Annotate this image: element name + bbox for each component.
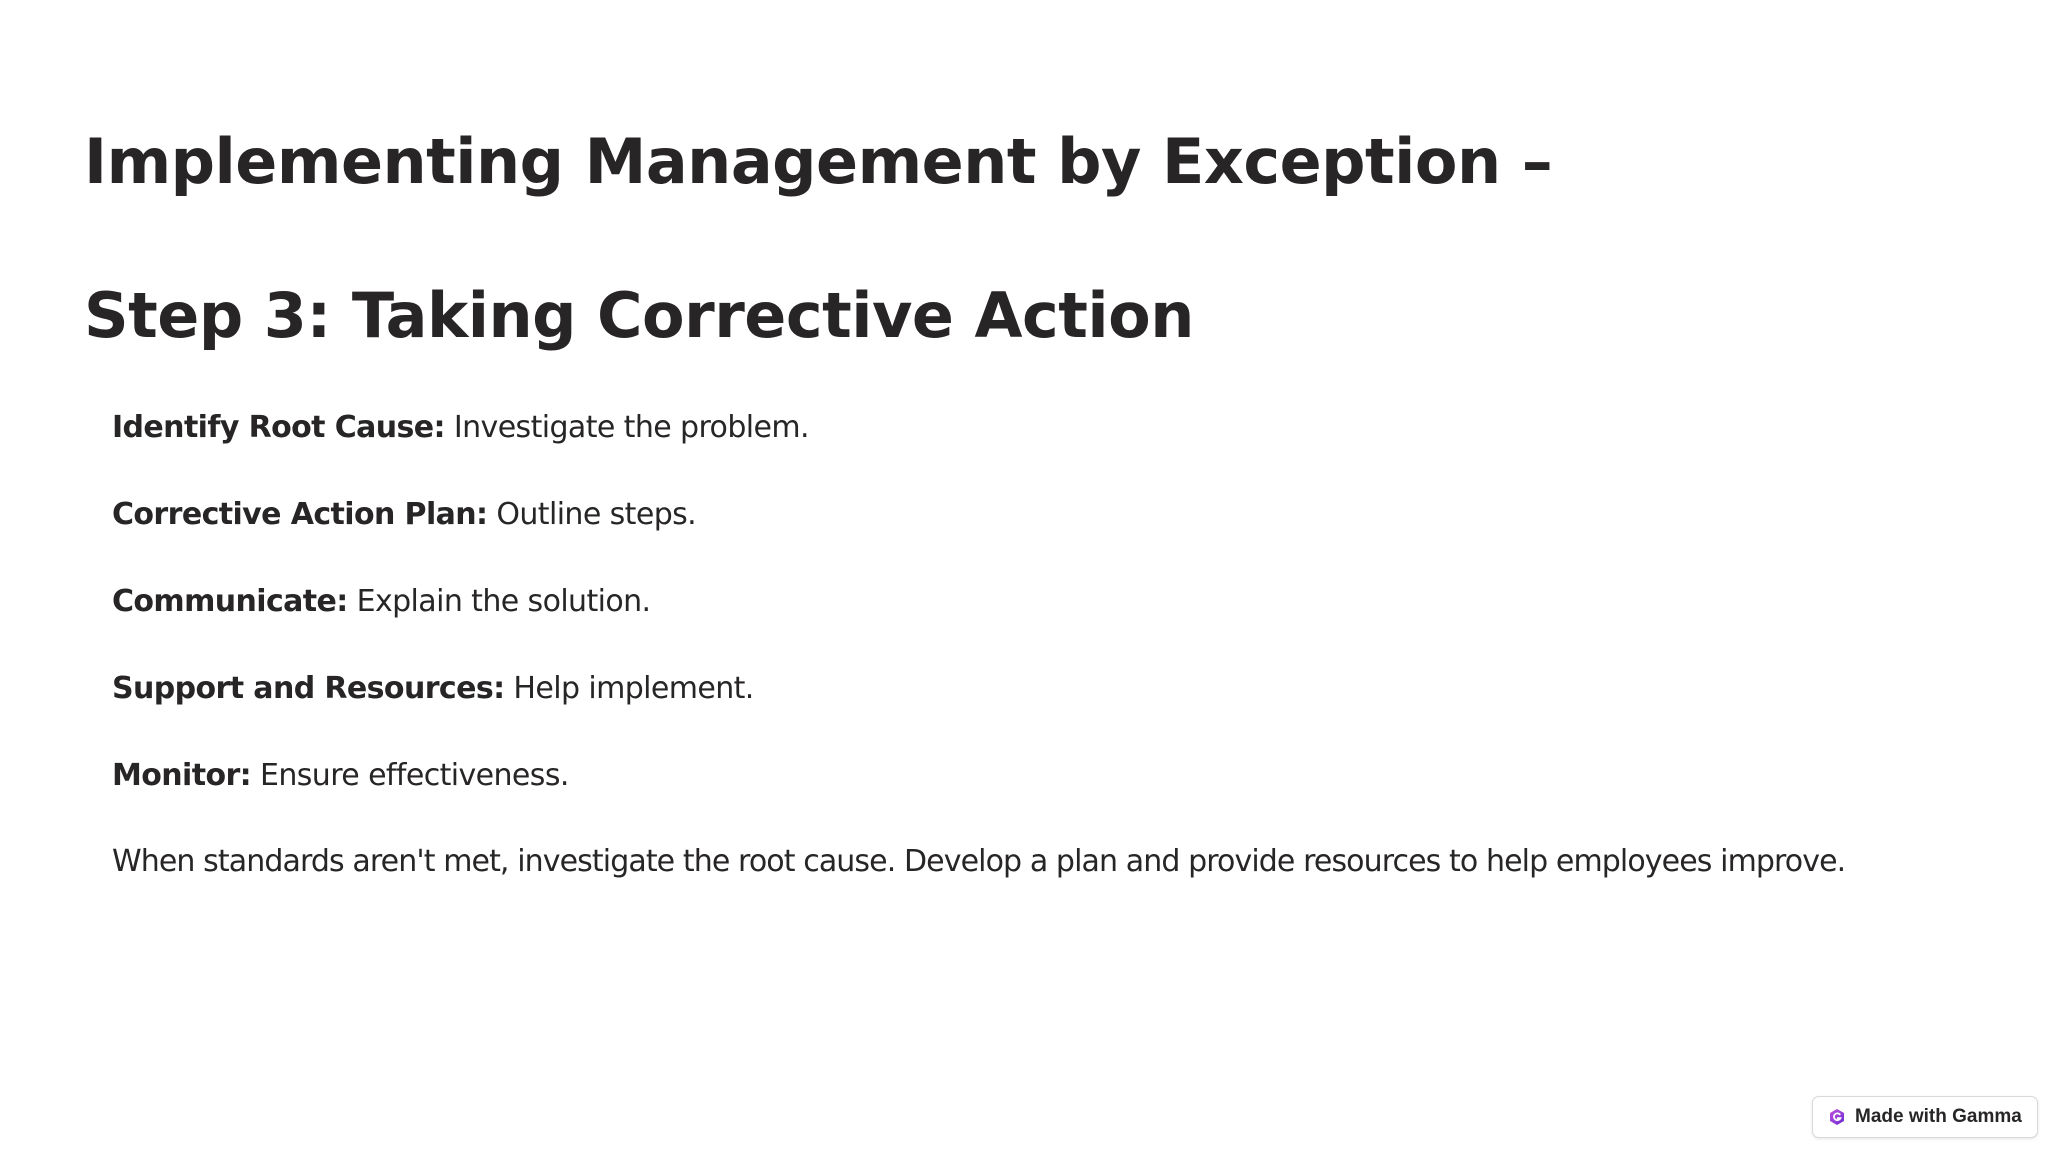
summary-paragraph: When standards aren't met, investigate the root cause. Develop a plan and provide resources to help employees improve. — [112, 844, 1846, 879]
bullet-corrective-action-plan — [112, 491, 1962, 578]
bullet-monitor — [112, 752, 1962, 839]
bullet-list — [112, 404, 1962, 839]
bullet-term: Corrective Action Plan: — [112, 497, 488, 532]
bullet-text: Help implement. — [504, 671, 754, 706]
bullet-term: Support and Resources: — [112, 671, 505, 706]
bullet-support-and-resources — [112, 665, 1962, 752]
bullet-text: Outline steps. — [487, 497, 697, 532]
slide-title-line-2: Step 3: Taking Corrective Action — [84, 279, 1194, 352]
slide-title-line-1: Implementing Management by Exception – — [84, 125, 1553, 198]
gamma-logo-icon — [1828, 1108, 1846, 1126]
badge-label: Made with Gamma — [1855, 1106, 2022, 1127]
bullet-communicate — [112, 578, 1962, 665]
bullet-text: Investigate the problem. — [444, 410, 809, 445]
bullet-text: Ensure effectiveness. — [251, 758, 569, 793]
bullet-term: Communicate: — [112, 584, 348, 619]
bullet-term: Identify Root Cause: — [112, 410, 445, 445]
made-with-gamma-badge[interactable] — [1812, 1096, 2038, 1138]
bullet-identify-root-cause — [112, 404, 1962, 491]
bullet-term: Monitor: — [112, 758, 252, 793]
bullet-text: Explain the solution. — [347, 584, 651, 619]
